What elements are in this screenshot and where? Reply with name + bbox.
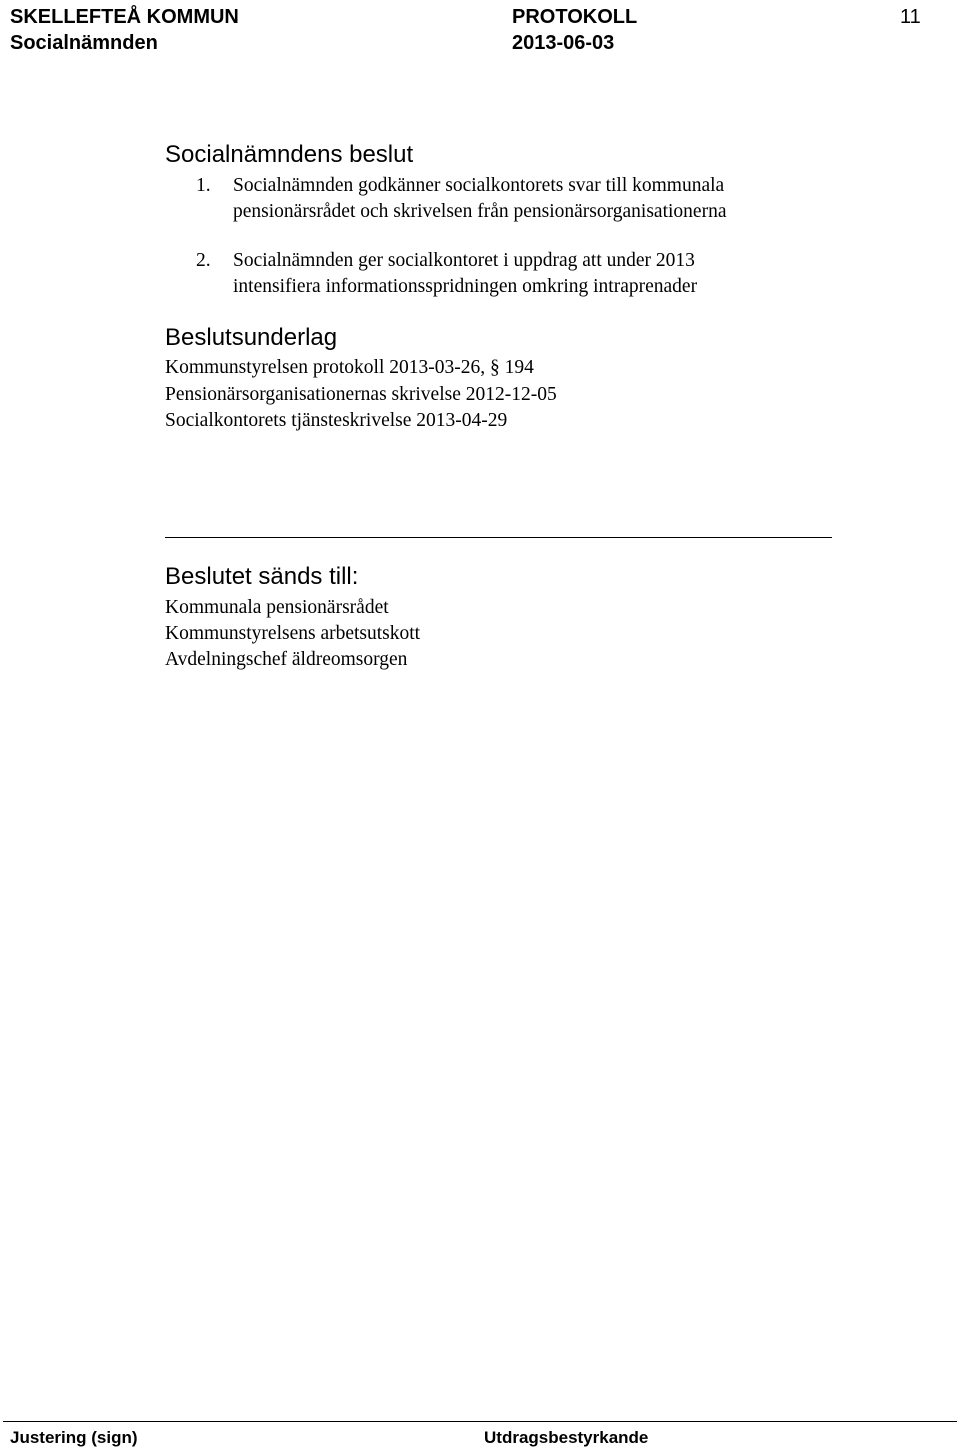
decision-item-2-number: 2.: [196, 250, 211, 271]
basis-line-3: Socialkontorets tjänsteskrivelse 2013-04-29: [165, 410, 508, 431]
basis-line-2: Pensionärsorganisationernas skrivelse 2012-12-05: [165, 384, 557, 405]
sent-to-line-1: Kommunala pensionärsrådet: [165, 597, 389, 618]
footer-justering: Justering (sign): [10, 1428, 138, 1447]
header-date: 2013-06-03: [512, 32, 615, 54]
header-org: SKELLEFTEÅ KOMMUN: [10, 6, 239, 28]
decision-item-1-number: 1.: [196, 175, 211, 196]
section-divider: [165, 537, 832, 538]
decision-item-2-line2: intensifiera informationsspridningen omkring intraprenader: [233, 276, 698, 297]
sent-to-line-2: Kommunstyrelsens arbetsutskott: [165, 623, 421, 644]
footer-utdragsbestyrkande: Utdragsbestyrkande: [484, 1428, 649, 1447]
sent-to-line-3: Avdelningschef äldreomsorgen: [165, 649, 408, 670]
sent-to-heading: Beslutet sänds till:: [165, 563, 359, 590]
header-doc-type: PROTOKOLL: [512, 6, 638, 28]
header-committee: Socialnämnden: [10, 32, 158, 54]
footer-rule: [3, 1421, 957, 1422]
basis-line-1: Kommunstyrelsen protokoll 2013-03-26, § 194: [165, 357, 534, 378]
decision-heading: Socialnämndens beslut: [165, 141, 414, 168]
decision-item-1-line2: pensionärsrådet och skrivelsen från pensionärsorganisationerna: [233, 201, 727, 222]
header-page-number: 11: [900, 6, 921, 28]
basis-heading: Beslutsunderlag: [165, 324, 338, 351]
decision-item-1-line1: Socialnämnden godkänner socialkontorets svar till kommunala: [233, 175, 725, 196]
decision-item-2-line1: Socialnämnden ger socialkontoret i uppdrag att under 2013: [233, 250, 695, 271]
